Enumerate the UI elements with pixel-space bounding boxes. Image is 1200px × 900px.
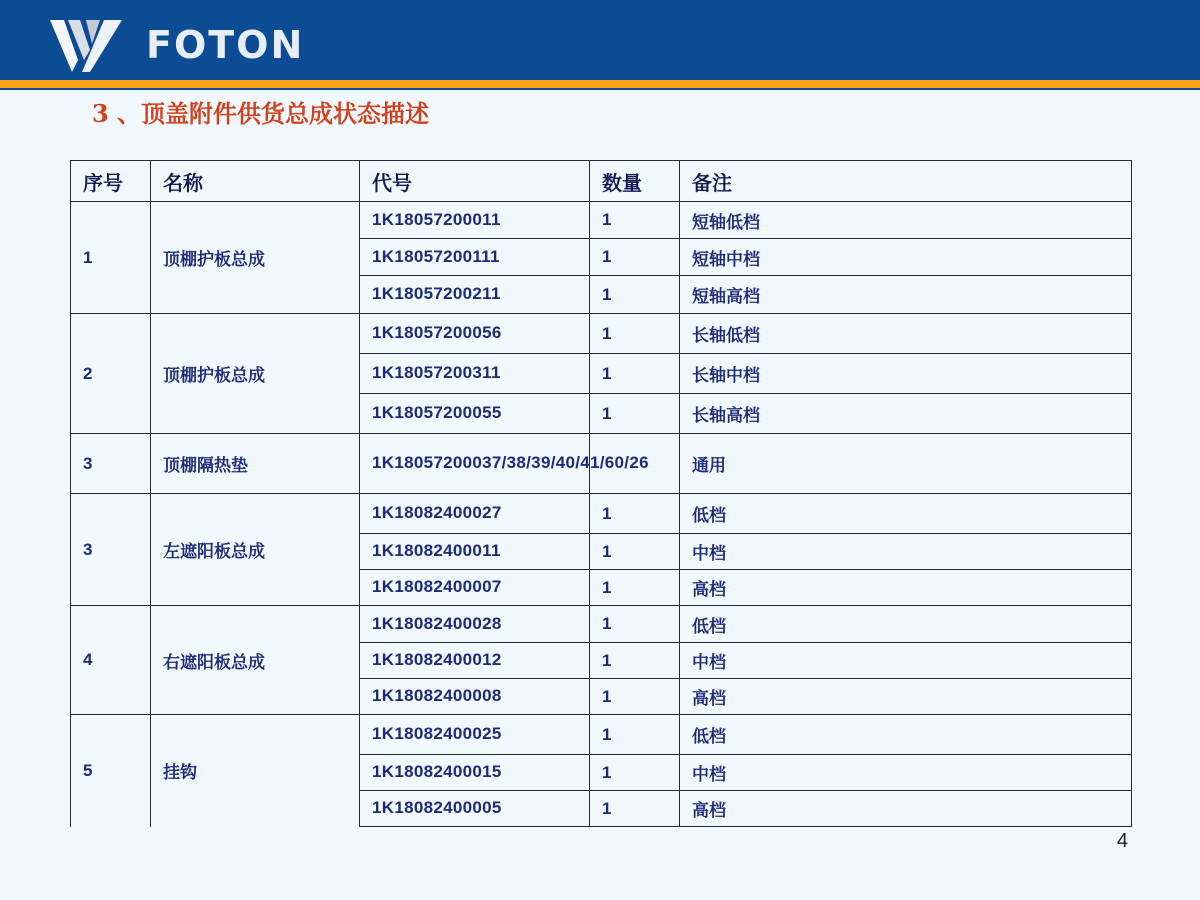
note: 低档 xyxy=(680,494,1132,534)
note: 长轴中档 xyxy=(680,354,1132,394)
part-code: 1K18057200211 xyxy=(360,276,590,314)
parts-table xyxy=(70,160,1132,827)
note: 中档 xyxy=(680,755,1132,791)
part-code: 1K18082400005 xyxy=(360,791,590,827)
foton-logo-icon xyxy=(48,14,124,76)
note: 长轴高档 xyxy=(680,394,1132,434)
column-header-code: 代号 xyxy=(360,161,590,202)
part-code: 1K18057200037/38/39/40/41/60/26 xyxy=(360,434,590,494)
note: 低档 xyxy=(680,715,1132,755)
column-header-qty: 数量 xyxy=(590,161,680,202)
part-name: 顶棚护板总成 xyxy=(151,314,360,434)
part-code: 1K18057200111 xyxy=(360,239,590,276)
row-number: 3 xyxy=(71,494,151,606)
note: 低档 xyxy=(680,606,1132,643)
part-code: 1K18082400008 xyxy=(360,679,590,715)
row-number: 4 xyxy=(71,606,151,715)
quantity: 1 xyxy=(590,202,680,239)
part-code: 1K18082400027 xyxy=(360,494,590,534)
quantity: 1 xyxy=(590,643,680,679)
note: 高档 xyxy=(680,679,1132,715)
part-code: 1K18082400025 xyxy=(360,715,590,755)
table-row xyxy=(71,606,1132,643)
part-name: 顶棚隔热垫 xyxy=(151,434,360,494)
quantity: 1 xyxy=(590,239,680,276)
part-code: 1K18057200311 xyxy=(360,354,590,394)
header-divider xyxy=(0,88,1200,90)
note: 高档 xyxy=(680,791,1132,827)
part-code: 1K18082400028 xyxy=(360,606,590,643)
part-code: 1K18057200055 xyxy=(360,394,590,434)
part-code: 1K18082400015 xyxy=(360,755,590,791)
quantity: 1 xyxy=(590,606,680,643)
quantity: 1 xyxy=(590,570,680,606)
quantity: 1 xyxy=(590,494,680,534)
row-number: 1 xyxy=(71,202,151,314)
quantity: 1 xyxy=(590,354,680,394)
part-code: 1K18082400007 xyxy=(360,570,590,606)
part-name: 右遮阳板总成 xyxy=(151,606,360,715)
quantity: 1 xyxy=(590,534,680,570)
table-row xyxy=(71,202,1132,239)
note: 中档 xyxy=(680,534,1132,570)
column-header-no: 序号 xyxy=(71,161,151,202)
table-row xyxy=(71,715,1132,755)
part-name: 左遮阳板总成 xyxy=(151,494,360,606)
part-code: 1K18057200056 xyxy=(360,314,590,354)
part-name: 挂钩 xyxy=(151,715,360,827)
row-number: 2 xyxy=(71,314,151,434)
table-header-row xyxy=(71,161,1132,202)
column-header-note: 备注 xyxy=(680,161,1132,202)
note: 中档 xyxy=(680,643,1132,679)
quantity: 1 xyxy=(590,314,680,354)
quantity: 1 xyxy=(590,276,680,314)
quantity: 1 xyxy=(590,791,680,827)
table-row xyxy=(71,314,1132,354)
part-code: 1K18082400011 xyxy=(360,534,590,570)
quantity: 1 xyxy=(590,394,680,434)
note: 短轴高档 xyxy=(680,276,1132,314)
note: 短轴低档 xyxy=(680,202,1132,239)
page-number: 4 xyxy=(1116,830,1128,852)
header-accent-stripe xyxy=(0,80,1200,88)
quantity: 1 xyxy=(590,755,680,791)
quantity: 1 xyxy=(590,715,680,755)
column-header-name: 名称 xyxy=(151,161,360,202)
row-number: 5 xyxy=(71,715,151,827)
table-row xyxy=(71,494,1132,534)
note: 短轴中档 xyxy=(680,239,1132,276)
part-code: 1K18082400012 xyxy=(360,643,590,679)
page-title: 3 、顶盖附件供货总成状态描述 xyxy=(92,99,430,128)
note: 长轴低档 xyxy=(680,314,1132,354)
row-number: 3 xyxy=(71,434,151,494)
quantity: 1 xyxy=(590,679,680,715)
part-code: 1K18057200011 xyxy=(360,202,590,239)
note: 高档 xyxy=(680,570,1132,606)
note: 通用 xyxy=(680,434,1132,494)
table-row xyxy=(71,434,1132,494)
brand-name: FOTON xyxy=(146,23,305,67)
part-name: 顶棚护板总成 xyxy=(151,202,360,314)
